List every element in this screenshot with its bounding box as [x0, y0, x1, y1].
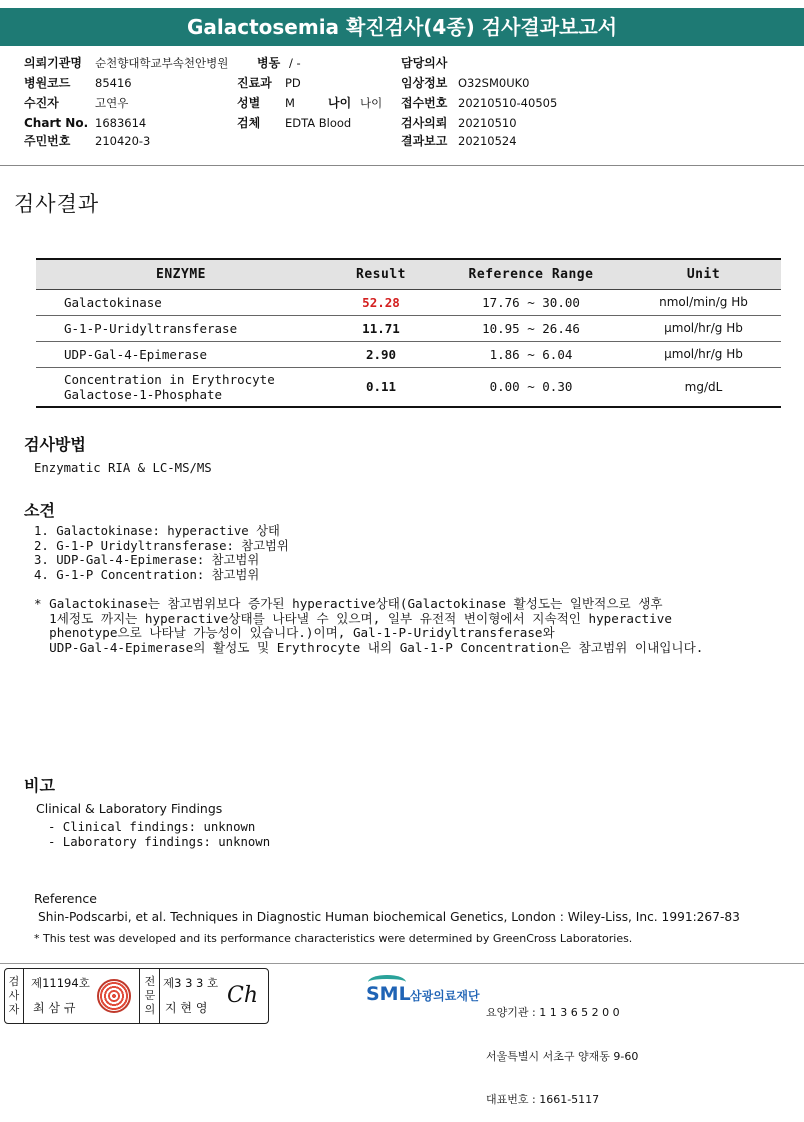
dept-label: 진료과 — [237, 76, 272, 90]
table-row — [36, 289, 781, 315]
resident-no-label: 주민번호 — [24, 134, 71, 148]
findings-note-line: phenotype으로 나타날 가능성이 있습니다.)이며, Gal-1-P-Uridyltransferase와 — [34, 625, 555, 640]
enzyme-name-line1: Concentration in Erythrocyte — [64, 371, 275, 387]
enzyme-name-line2: Galactose-1-Phosphate — [64, 386, 223, 402]
remarks-subtitle: Clinical & Laboratory Findings — [36, 801, 223, 816]
resident-no-value: 210420-3 — [95, 134, 151, 148]
divider — [23, 969, 24, 1023]
column-header-enzyme: ENZYME — [156, 266, 206, 282]
unit: nmol/min/g Hb — [626, 289, 781, 315]
result-value: 0.11 — [326, 367, 436, 407]
findings-note-line: * Galactokinase는 참고범위보다 증가된 hyperactive상태(Galactokinase 활성도는 일반적으로 생후 — [34, 596, 663, 611]
finding-item: 4. G-1-P Concentration: 참고범위 — [34, 567, 260, 582]
enzyme-name: G-1-P-Uridyltransferase — [36, 315, 326, 341]
org-name: 삼광의료재단 — [410, 989, 480, 1003]
column-header-reference: Reference Range — [468, 266, 594, 282]
report-title: Galactosemia 확진검사(4종) 검사결과보고서 — [0, 8, 804, 46]
finding-item: 3. UDP-Gal-4-Epimerase: 참고범위 — [34, 553, 260, 567]
signature: Ch — [227, 983, 259, 1008]
report-date-label: 결과보고 — [401, 134, 448, 148]
result-value-high: 52.28 — [326, 289, 436, 315]
results-header-row — [36, 259, 781, 289]
request-date-label: 검사의뢰 — [401, 116, 448, 130]
inspector-name: 최 삼 규 — [33, 1001, 76, 1015]
reference-range: 17.76 ~ 30.00 — [436, 289, 626, 315]
confirmer-license: 제3 3 3 호 — [163, 976, 219, 990]
confirmer-name: 지 현 영 — [165, 1001, 208, 1015]
age-label: 나이 — [328, 96, 352, 110]
remarks-item: - Laboratory findings: unknown — [48, 835, 271, 849]
finding-item: 2. G-1-P Uridyltransferase: 참고범위 — [34, 538, 289, 553]
remarks-heading: 비고 — [24, 776, 55, 795]
reference-label: Reference — [34, 891, 97, 906]
hospital-code-value: 85416 — [95, 76, 132, 90]
method-text: Enzymatic RIA & LC-MS/MS — [34, 461, 212, 475]
divider — [159, 969, 160, 1023]
chart-no-value: 1683614 — [95, 116, 147, 130]
column-header-result: Result — [356, 266, 406, 282]
header-divider — [0, 165, 804, 166]
unit: μmol/hr/g Hb — [626, 341, 781, 367]
request-date-value: 20210510 — [458, 116, 517, 130]
address-line: 대표번호 : 1661-5117 — [486, 1093, 600, 1106]
chart-no-label: Chart No. — [24, 116, 89, 130]
specimen-value: EDTA Blood — [285, 116, 352, 130]
signature-box — [4, 968, 269, 1024]
enzyme-name-multiline — [36, 367, 326, 407]
method-heading: 검사방법 — [24, 435, 86, 454]
result-value: 2.90 — [326, 341, 436, 367]
remarks-item: - Clinical findings: unknown — [48, 820, 256, 834]
column-header-unit: Unit — [686, 266, 721, 282]
specimen-label: 검체 — [237, 116, 261, 130]
org-address — [486, 977, 638, 1122]
seal-stamp-icon — [97, 979, 131, 1013]
vertical-char: 자 — [8, 1003, 20, 1016]
receipt-no-label: 접수번호 — [401, 96, 448, 110]
receipt-no-value: 20210510-40505 — [458, 96, 558, 110]
unit: μmol/hr/g Hb — [626, 315, 781, 341]
table-row — [36, 367, 781, 407]
hospital-code-label: 병원코드 — [24, 76, 71, 90]
vertical-char: 사 — [8, 989, 20, 1002]
result-value: 11.71 — [326, 315, 436, 341]
reference-range: 0.00 ~ 0.30 — [436, 367, 626, 407]
results-heading: 검사결과 — [14, 192, 100, 216]
findings-note-line: UDP-Gal-4-Epimerase의 활성도 및 Erythrocyte 내의 Gal-1-P Concentration은 참고범위 이내입니다. — [34, 639, 704, 655]
finding-item: 1. Galactokinase: hyperactive 상태 — [34, 524, 280, 538]
clinical-info-value: O32SM0UK0 — [458, 76, 530, 90]
reference-range: 1.86 ~ 6.04 — [436, 341, 626, 367]
vertical-char: 검 — [8, 975, 20, 988]
institution-label: 의뢰기관명 — [24, 56, 82, 70]
reference-citation: Shin-Podscarbi, et al. Techniques in Diagnostic Human biochemical Genetics, London : Wiley-Liss, Inc. 1991:267-83 — [38, 910, 740, 924]
report-date-value: 20210524 — [458, 134, 517, 148]
institution-value: 순천향대학교부속천안병원 — [95, 56, 229, 70]
dept-value: PD — [285, 76, 301, 90]
confirmer-vertical-label — [142, 975, 158, 1017]
sex-value: M — [285, 96, 295, 110]
age-value: 나이 — [360, 96, 383, 110]
table-row — [36, 315, 781, 341]
sex-label: 성별 — [237, 96, 261, 110]
logo-text: SML — [366, 983, 411, 1005]
vertical-char: 문 — [144, 989, 156, 1002]
reference-disclaimer: * This test was developed and its performance characteristics were determined by GreenCross Laboratories. — [34, 932, 633, 945]
reference-range: 10.95 ~ 26.46 — [436, 315, 626, 341]
findings-note-line: 1세정도 까지는 hyperactive상태를 나타낼 수 있으며, 일부 유전적 변이형에서 지속적인 hyperactive — [34, 610, 672, 626]
address-line: 서울특별시 서초구 양재동 9-60 — [486, 1049, 639, 1063]
vertical-char: 의 — [144, 1003, 156, 1016]
enzyme-name: UDP-Gal-4-Epimerase — [36, 341, 326, 367]
findings-heading: 소견 — [24, 501, 55, 520]
divider — [139, 969, 140, 1023]
vertical-char: 전 — [144, 975, 156, 988]
ward-label: 병동 — [257, 56, 281, 70]
patient-label: 수진자 — [24, 96, 59, 110]
unit: mg/dL — [626, 367, 781, 407]
inspector-license: 제11194호 — [31, 976, 90, 990]
results-table — [36, 258, 781, 408]
doctor-label: 담당의사 — [401, 56, 448, 70]
table-row — [36, 341, 781, 367]
patient-value: 고연우 — [95, 96, 129, 110]
ward-value: / - — [289, 56, 301, 70]
address-line: 요양기관 : 1 1 3 6 5 2 0 0 — [486, 1006, 620, 1019]
enzyme-name: Galactokinase — [36, 289, 326, 315]
inspector-vertical-label — [6, 975, 22, 1017]
clinical-info-label: 임상정보 — [401, 76, 448, 90]
